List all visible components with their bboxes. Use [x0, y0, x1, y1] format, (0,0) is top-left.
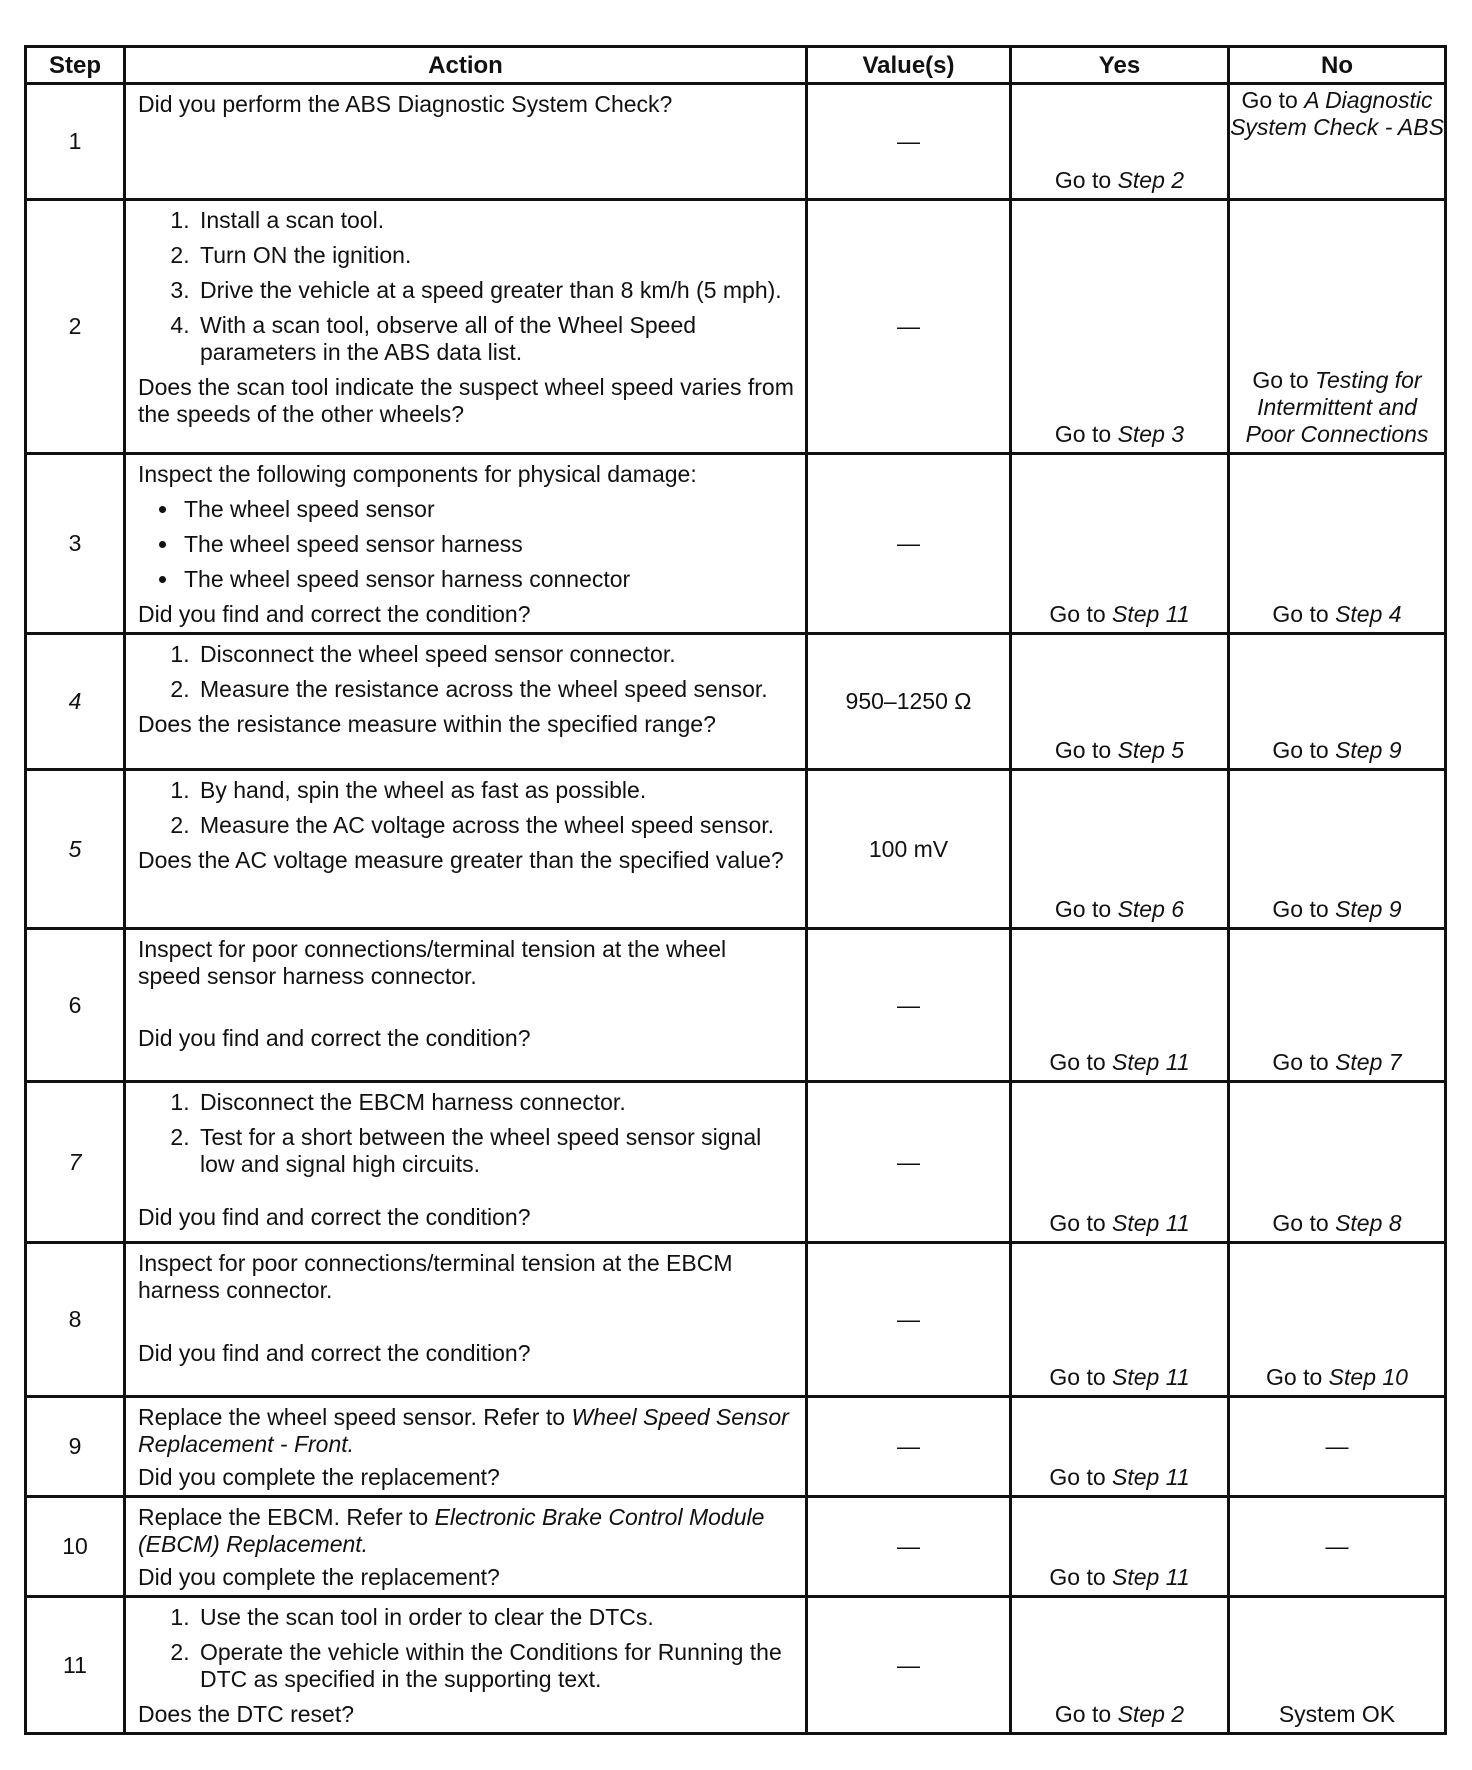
- question-text: Did you complete the replacement?: [138, 1464, 500, 1490]
- no-cell: Go to Step 9: [1229, 770, 1446, 929]
- question-text: Did you find and correct the condition?: [138, 601, 531, 627]
- no-cell: Go to Testing for Intermittent and Poor Connections: [1229, 200, 1446, 454]
- list-item: • The wheel speed sensor harness connector: [180, 566, 795, 593]
- numbered-list: [138, 207, 795, 366]
- value-cell: —: [807, 929, 1011, 1082]
- list-item: 1. Disconnect the wheel speed sensor connector.: [196, 641, 795, 668]
- action-text: Replace the EBCM. Refer to Electronic Brake Control Module (EBCM) Replacement.: [138, 1504, 765, 1557]
- reference-link[interactable]: Electronic Brake Control Module (EBCM) Replacement.: [138, 1504, 765, 1557]
- yes-cell: Go to Step 2: [1011, 1597, 1229, 1734]
- numbered-list: [138, 1604, 795, 1693]
- yes-cell: Go to Step 3: [1011, 200, 1229, 454]
- yes-link[interactable]: Step 2: [1117, 1701, 1185, 1727]
- question-text: Did you find and correct the condition?: [138, 1204, 531, 1230]
- yes-link[interactable]: Step 2: [1117, 167, 1185, 193]
- yes-link[interactable]: Step 3: [1117, 421, 1185, 447]
- list-item: 1. Use the scan tool in order to clear the DTCs.: [196, 1604, 795, 1631]
- step-number: 11: [26, 1597, 125, 1734]
- header-values: Value(s): [807, 47, 1011, 84]
- question-text: Did you complete the replacement?: [138, 1564, 500, 1590]
- header-no: No: [1229, 47, 1446, 84]
- action-cell: [125, 84, 807, 200]
- action-cell: [125, 454, 807, 634]
- table-row: [26, 770, 1446, 929]
- action-cell: [125, 1243, 807, 1397]
- action-cell: [125, 770, 807, 929]
- question-text: Did you find and correct the condition?: [138, 1025, 531, 1051]
- action-cell: [125, 1082, 807, 1243]
- step-number: 5: [26, 770, 125, 929]
- no-cell: Go to A Diagnostic System Check - ABS: [1229, 84, 1446, 200]
- numbered-list: [138, 1089, 795, 1178]
- list-item: • The wheel speed sensor harness: [180, 531, 795, 558]
- table-row: [26, 1497, 1446, 1597]
- table-row: [26, 1597, 1446, 1734]
- value-cell: —: [807, 200, 1011, 454]
- yes-cell: Go to Step 11: [1011, 1397, 1229, 1497]
- header-row: [26, 47, 1446, 84]
- table-row: [26, 200, 1446, 454]
- action-cell: [125, 1597, 807, 1734]
- action-cell: [125, 1397, 807, 1497]
- yes-link[interactable]: Step 5: [1117, 737, 1185, 763]
- no-link[interactable]: Step 9: [1335, 896, 1402, 922]
- table-row: [26, 84, 1446, 200]
- list-item: 1. Disconnect the EBCM harness connector.: [196, 1089, 795, 1116]
- action-text: Inspect the following components for physical damage:: [138, 461, 697, 487]
- list-item: 2. Test for a short between the wheel speed sensor signal low and signal high circuits.: [196, 1124, 795, 1178]
- list-item: 3. Drive the vehicle at a speed greater than 8 km/h (5 mph).: [196, 277, 795, 304]
- action-cell: [125, 200, 807, 454]
- list-item: 1. Install a scan tool.: [196, 207, 795, 234]
- question-text: Does the resistance measure within the specified range?: [138, 711, 716, 737]
- no-cell: —: [1229, 1397, 1446, 1497]
- value-cell: —: [807, 1397, 1011, 1497]
- yes-cell: Go to Step 11: [1011, 929, 1229, 1082]
- value-cell: —: [807, 1082, 1011, 1243]
- yes-cell: Go to Step 6: [1011, 770, 1229, 929]
- value-cell: —: [807, 84, 1011, 200]
- step-number: 10: [26, 1497, 125, 1597]
- step-number: 8: [26, 1243, 125, 1397]
- reference-link[interactable]: Wheel Speed Sensor Replacement - Front.: [138, 1404, 789, 1457]
- list-item: 4. With a scan tool, observe all of the Wheel Speed parameters in the ABS data list.: [196, 312, 795, 366]
- question-text: Did you find and correct the condition?: [138, 1340, 531, 1366]
- value-cell: 950–1250 Ω: [807, 634, 1011, 770]
- action-cell: [125, 1497, 807, 1597]
- yes-link[interactable]: Step 11: [1112, 601, 1190, 627]
- action-text: Replace the wheel speed sensor. Refer to Wheel Speed Sensor Replacement - Front.: [138, 1404, 789, 1457]
- no-cell: Go to Step 7: [1229, 929, 1446, 1082]
- no-cell: —: [1229, 1497, 1446, 1597]
- step-number: 4: [26, 634, 125, 770]
- yes-link[interactable]: Step 11: [1112, 1564, 1190, 1590]
- list-item: • The wheel speed sensor: [180, 496, 795, 523]
- header-action: Action: [125, 47, 807, 84]
- no-cell: Go to Step 10: [1229, 1243, 1446, 1397]
- no-cell: System OK: [1229, 1597, 1446, 1734]
- step-number: 6: [26, 929, 125, 1082]
- no-cell: Go to Step 4: [1229, 454, 1446, 634]
- no-link[interactable]: Step 8: [1335, 1210, 1402, 1236]
- action-text: Inspect for poor connections/terminal tension at the wheel speed sensor harness connector.: [138, 936, 727, 989]
- step-number: 3: [26, 454, 125, 634]
- numbered-list: [138, 641, 795, 703]
- numbered-list: [138, 777, 795, 839]
- question-text: Does the DTC reset?: [138, 1701, 355, 1727]
- no-cell: Go to Step 9: [1229, 634, 1446, 770]
- action-text: Inspect for poor connections/terminal tension at the EBCM harness connector.: [138, 1250, 733, 1303]
- yes-cell: Go to Step 11: [1011, 454, 1229, 634]
- header-yes: Yes: [1011, 47, 1229, 84]
- yes-cell: Go to Step 2: [1011, 84, 1229, 200]
- yes-cell: Go to Step 11: [1011, 1082, 1229, 1243]
- yes-link[interactable]: Step 11: [1112, 1049, 1190, 1075]
- bullet-list: [138, 496, 795, 593]
- step-number: 7: [26, 1082, 125, 1243]
- value-cell: —: [807, 1497, 1011, 1597]
- list-item: 1. By hand, spin the wheel as fast as possible.: [196, 777, 795, 804]
- value-cell: —: [807, 1243, 1011, 1397]
- no-link[interactable]: Step 10: [1328, 1364, 1408, 1390]
- table-row: [26, 1082, 1446, 1243]
- question-text: Does the scan tool indicate the suspect wheel speed varies from the speeds of the other wheels?: [138, 374, 794, 427]
- table-row: [26, 634, 1446, 770]
- no-cell: Go to Step 8: [1229, 1082, 1446, 1243]
- yes-link[interactable]: Step 11: [1112, 1364, 1190, 1390]
- yes-link[interactable]: Step 11: [1112, 1210, 1190, 1236]
- list-item: 2. Measure the AC voltage across the wheel speed sensor.: [196, 812, 795, 839]
- yes-cell: Go to Step 11: [1011, 1497, 1229, 1597]
- no-link[interactable]: Step 4: [1335, 601, 1402, 627]
- value-cell: —: [807, 1597, 1011, 1734]
- yes-link[interactable]: Step 6: [1117, 896, 1185, 922]
- step-number: 1: [26, 84, 125, 200]
- yes-link[interactable]: Step 11: [1112, 1464, 1190, 1490]
- list-item: 2. Measure the resistance across the wheel speed sensor.: [196, 676, 795, 703]
- value-cell: —: [807, 454, 1011, 634]
- yes-cell: Go to Step 11: [1011, 1243, 1229, 1397]
- list-item: 2. Turn ON the ignition.: [196, 242, 795, 269]
- action-text: Did you perform the ABS Diagnostic System Check?: [138, 91, 673, 117]
- diagnostic-table: [24, 45, 1447, 1735]
- no-link[interactable]: Testing for Intermittent and Poor Connections: [1245, 367, 1429, 447]
- table-row: [26, 1397, 1446, 1497]
- list-item: 2. Operate the vehicle within the Conditions for Running the DTC as specified in the supporting text.: [196, 1639, 795, 1693]
- step-number: 9: [26, 1397, 125, 1497]
- value-cell: 100 mV: [807, 770, 1011, 929]
- action-cell: [125, 634, 807, 770]
- yes-cell: Go to Step 5: [1011, 634, 1229, 770]
- no-link[interactable]: A Diagnostic System Check - ABS: [1230, 87, 1444, 140]
- action-cell: [125, 929, 807, 1082]
- table-row: [26, 1243, 1446, 1397]
- table-row: [26, 929, 1446, 1082]
- no-link[interactable]: Step 7: [1335, 1049, 1402, 1075]
- table-row: [26, 454, 1446, 634]
- step-number: 2: [26, 200, 125, 454]
- no-link[interactable]: Step 9: [1335, 737, 1402, 763]
- header-step: Step: [26, 47, 125, 84]
- question-text: Does the AC voltage measure greater than the specified value?: [138, 847, 784, 873]
